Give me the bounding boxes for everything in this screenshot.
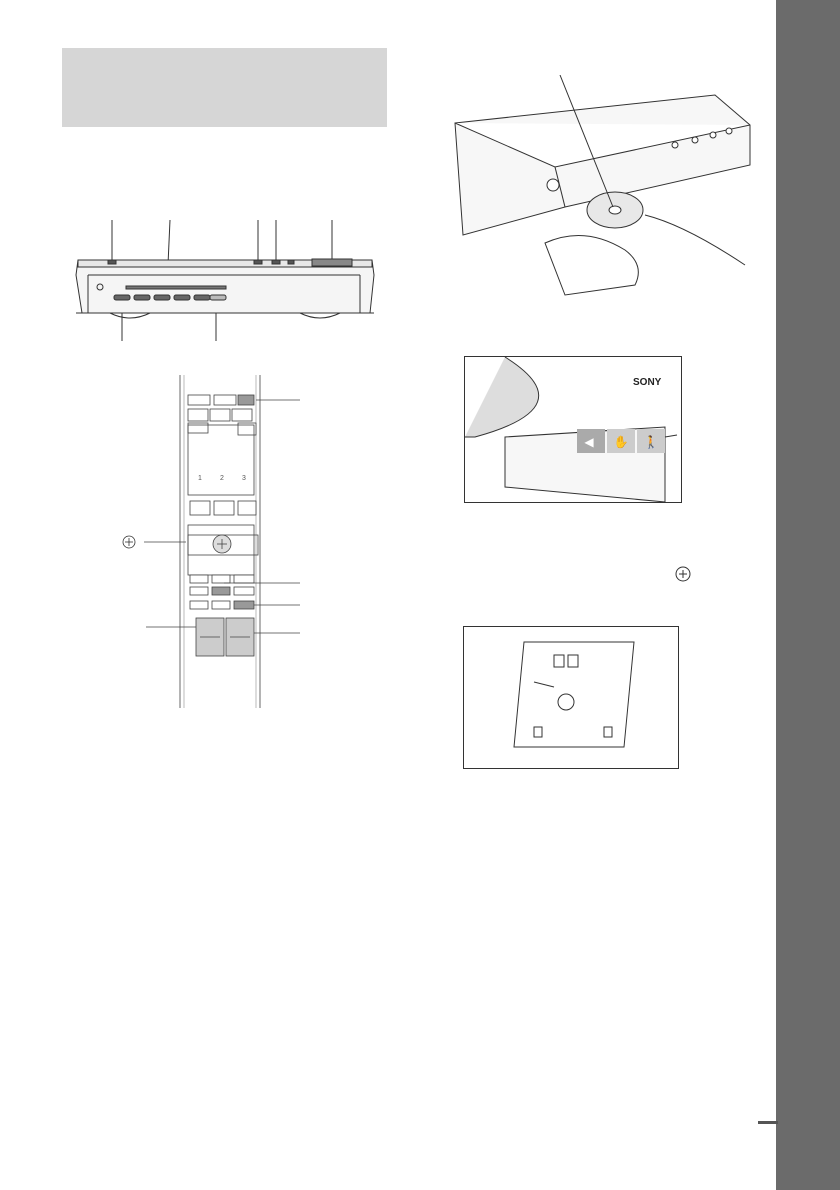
remote-key-2: 2 xyxy=(220,475,224,482)
volume-icon: ◀ xyxy=(584,435,594,449)
bottom-view-panel xyxy=(463,626,679,769)
bottom-view-illustration xyxy=(464,627,678,768)
front-panel-illustration xyxy=(70,215,380,345)
remote-key-3: 3 xyxy=(242,475,246,482)
remote-key-1: 1 xyxy=(198,475,202,482)
touch-keys-panel xyxy=(464,356,682,503)
walking-figure-icon: 🚶 xyxy=(643,435,659,449)
sony-logo: SONY xyxy=(633,377,662,388)
page-number-rule xyxy=(758,1121,778,1124)
remote-control-illustration xyxy=(110,375,310,710)
touch-keys-illustration xyxy=(465,357,681,502)
disc-insertion-illustration xyxy=(445,75,765,315)
circle-plus-icon xyxy=(674,565,692,583)
section-heading-box xyxy=(62,48,387,127)
hand-icon: ✋ xyxy=(613,435,629,449)
section-side-tab xyxy=(776,0,840,1190)
